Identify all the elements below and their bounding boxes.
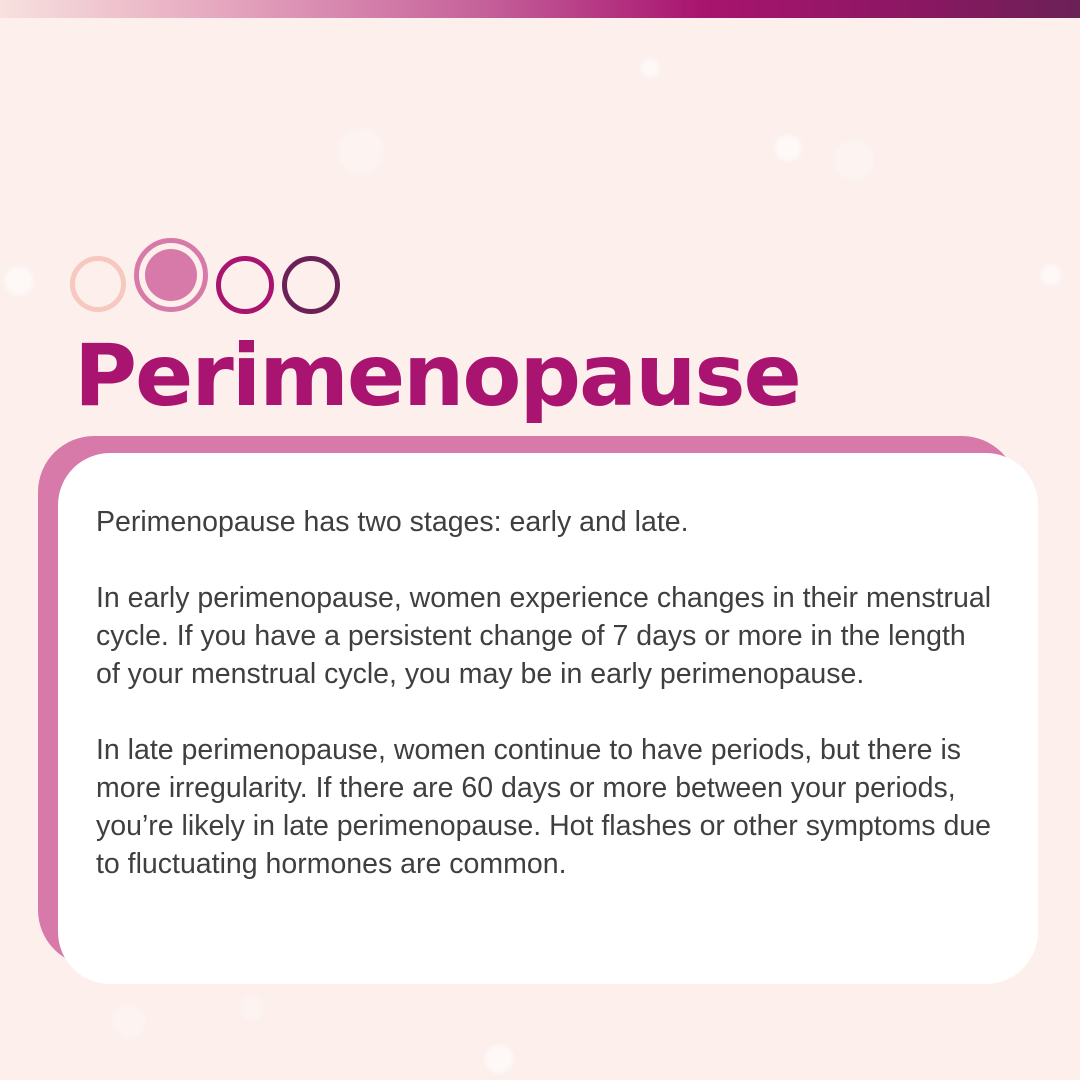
stage-circle-1 bbox=[70, 256, 126, 312]
intro-paragraph: Perimenopause has two stages: early and late. bbox=[96, 506, 689, 538]
stage-progress-indicator bbox=[70, 238, 350, 314]
info-card bbox=[58, 453, 1038, 984]
bokeh-light bbox=[640, 58, 660, 78]
bokeh-light bbox=[774, 134, 802, 162]
bokeh-light bbox=[240, 996, 264, 1020]
stage-circle-2-active bbox=[134, 238, 208, 312]
page-title: Perimenopause bbox=[74, 326, 800, 426]
early-stage-paragraph: In early perimenopause, women experience changes in their menstrual cycle. If you have a persistent change of 7 days or more in the length of your menstrual cycle, you may be in early perimenopause. bbox=[96, 582, 992, 690]
bokeh-light bbox=[4, 266, 34, 296]
bokeh-light bbox=[338, 128, 384, 174]
late-stage-paragraph: In late perimenopause, women continue to have periods, but there is more irregularity. If there are 60 days or more between your periods, you’re likely in late perimenopause. Hot flashes or other symptoms due to fluctuating hormones are common. bbox=[96, 734, 992, 880]
card-body bbox=[96, 503, 996, 921]
bokeh-light bbox=[1040, 264, 1062, 286]
bokeh-light bbox=[112, 1004, 146, 1038]
bokeh-light bbox=[834, 140, 874, 180]
stage-circle-4 bbox=[282, 256, 340, 314]
bokeh-light bbox=[484, 1044, 514, 1074]
top-gradient-bar bbox=[0, 0, 1080, 18]
stage-circle-3 bbox=[216, 256, 274, 314]
